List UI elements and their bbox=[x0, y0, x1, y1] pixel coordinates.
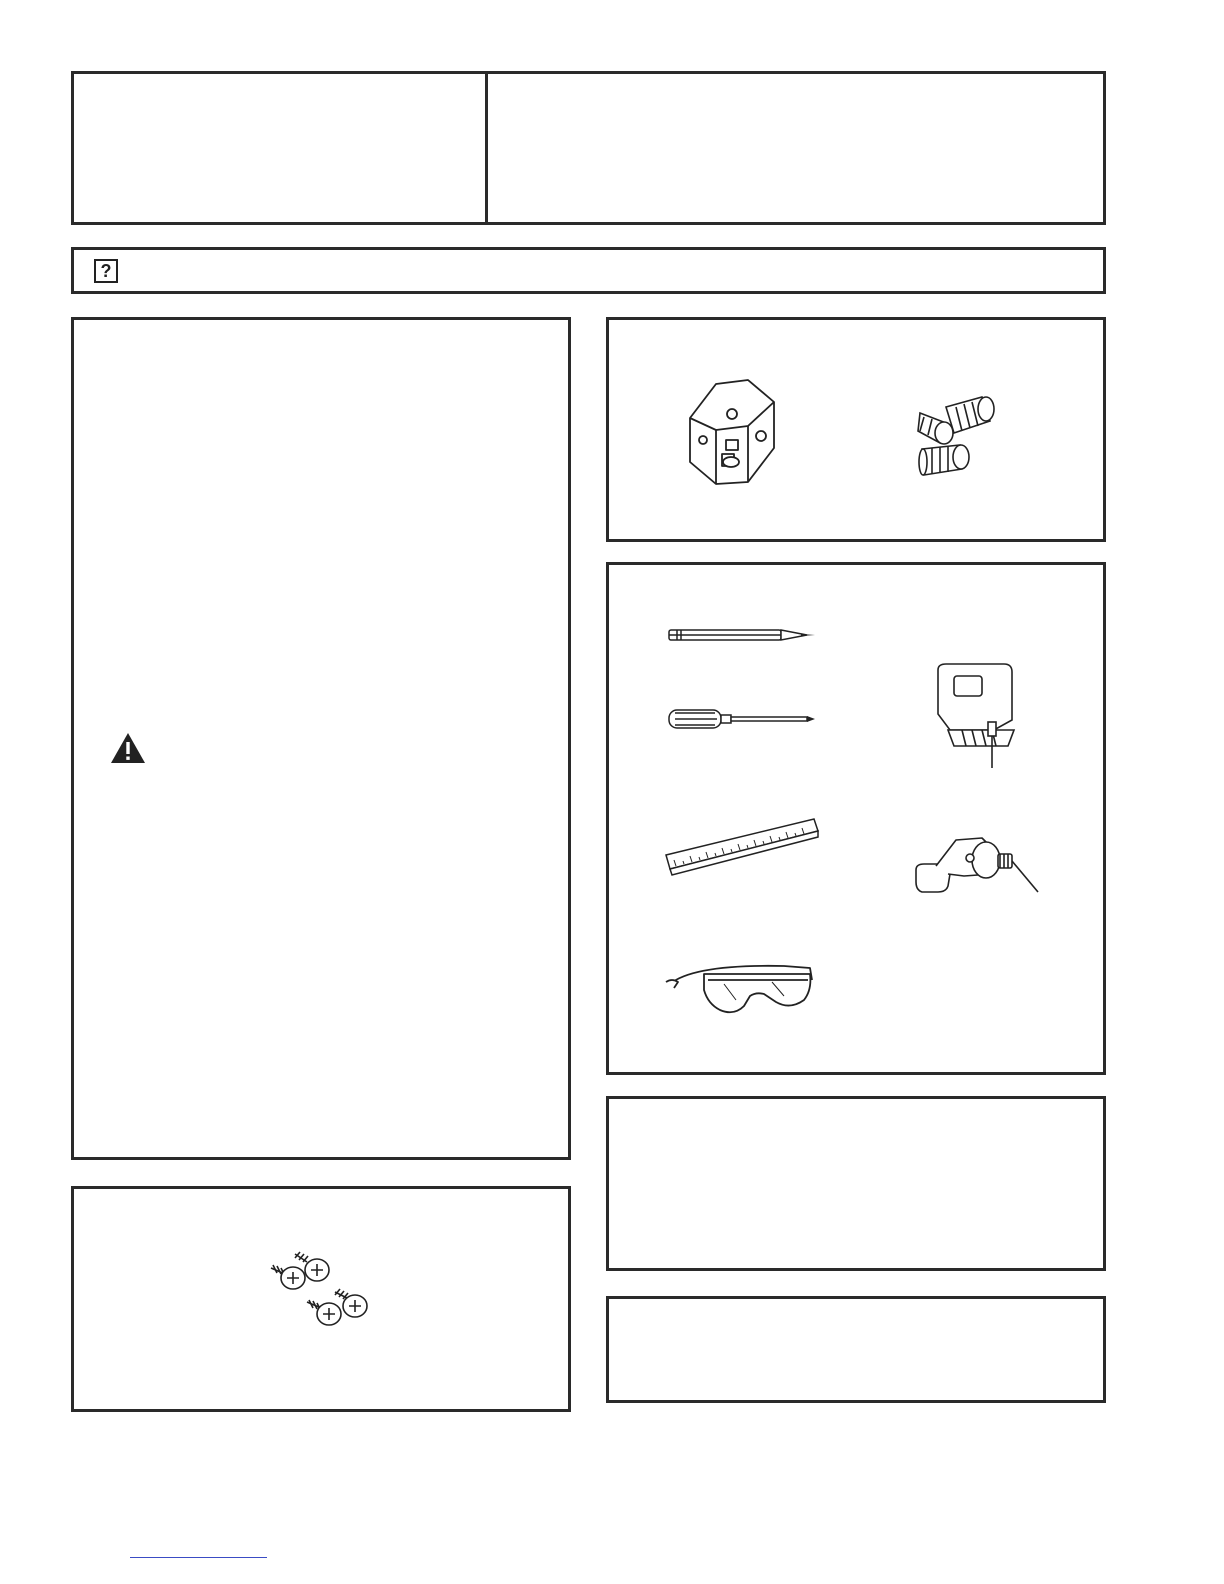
jigsaw-icon bbox=[928, 660, 1018, 770]
footer-link[interactable] bbox=[130, 1557, 267, 1558]
warning-triangle-icon bbox=[110, 732, 146, 764]
note-panel-b bbox=[606, 1296, 1106, 1403]
note-panel-a bbox=[606, 1096, 1106, 1271]
junction-box-icon bbox=[686, 378, 778, 486]
drill-icon bbox=[912, 830, 1042, 896]
screwdriver-icon bbox=[667, 707, 817, 731]
ruler-icon bbox=[664, 815, 820, 877]
question-icon[interactable]: ? bbox=[94, 259, 118, 283]
screws-icon bbox=[265, 1250, 375, 1335]
header-box bbox=[71, 71, 1106, 225]
header-divider bbox=[485, 71, 488, 225]
left-main-panel bbox=[71, 317, 571, 1160]
pencil-icon bbox=[667, 627, 817, 643]
wire-nuts-icon bbox=[916, 393, 998, 481]
safety-glasses-icon bbox=[664, 960, 816, 1020]
help-bar bbox=[71, 247, 1106, 294]
parts-panel bbox=[606, 317, 1106, 542]
